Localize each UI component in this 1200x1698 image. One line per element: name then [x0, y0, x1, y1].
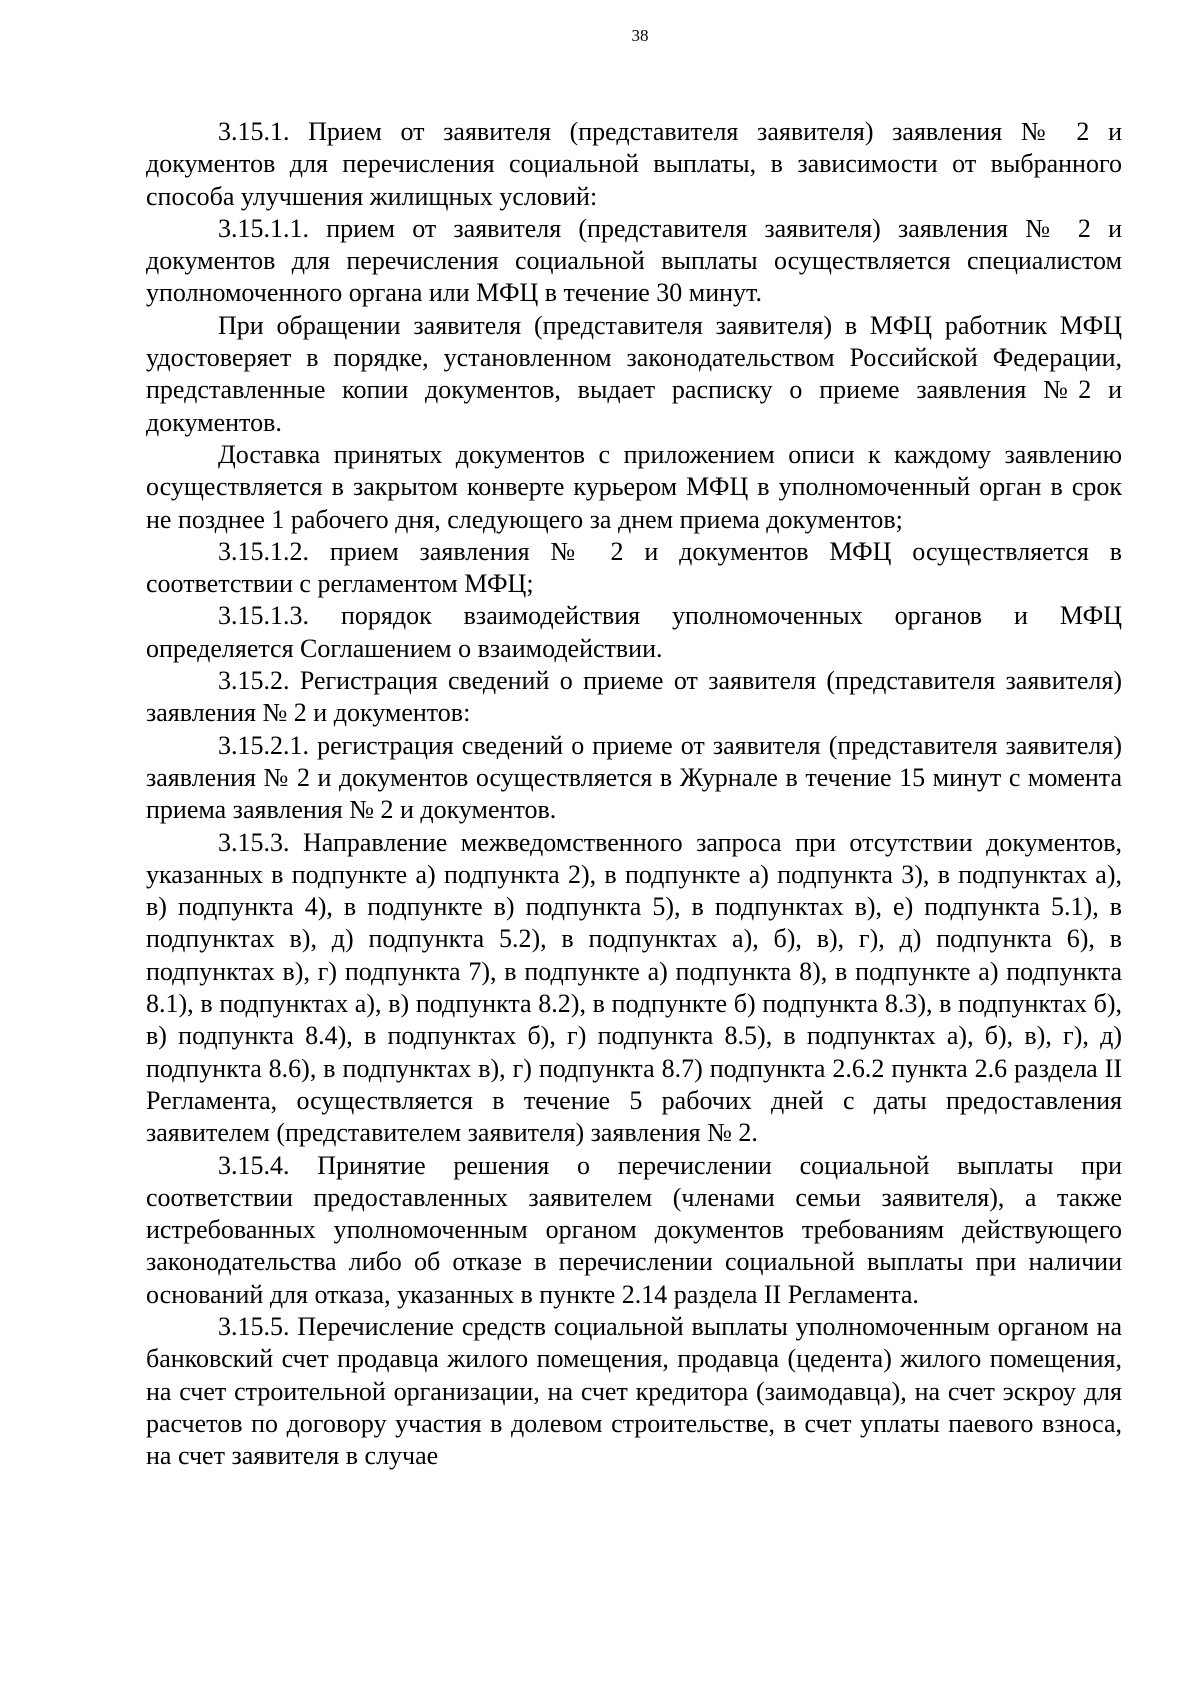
paragraph-3-15-4: 3.15.4. Принятие решения о перечислении социальной выплаты при соответствии предоставленных заявителем (членами семьи заявителя), а также истребованных уполномоченным органом документов требованиям действующего законодательства либо об отказе в перечислении социальной выплаты при наличии оснований для отказа, указанных в пункте 2.14 раздела II Регламента. [146, 1150, 1122, 1309]
paragraph-3-15-1-3: 3.15.1.3. порядок взаимодействия уполномоченных органов и МФЦ определяется Соглашением о взаимодействии. [146, 601, 1122, 663]
paragraph-document-delivery: Доставка принятых документов с приложением описи к каждому заявлению осуществляется в закрытом конверте курьером МФЦ в уполномоченный орган в срок не позднее 1 рабочего дня, следующего за днем приема документов; [146, 439, 1122, 534]
paragraph-3-15-2: 3.15.2. Регистрация сведений о приеме от заявителя (представителя заявителя) заявления № 2 и документов: [146, 666, 1122, 728]
paragraph-3-15-1-2: 3.15.1.2. прием заявления № 2 и документов МФЦ осуществляется в соответствии с регламентом МФЦ; [146, 536, 1122, 599]
paragraph-mfc-certification: При обращении заявителя (представителя заявителя) в МФЦ работник МФЦ удостоверяет в порядке, установленном законодательством Российской Федерации, представленные копии документов, выдает расписку о приеме заявления №2 и документов. [146, 310, 1122, 437]
paragraph-3-15-2-1: 3.15.2.1. регистрация сведений о приеме от заявителя (представителя заявителя) заявления № 2 и документов осуществляется в Журнале в течение 15 минут с момента приема заявления № 2 и документов. [146, 730, 1122, 825]
document-body [146, 116, 1122, 1472]
paragraph-3-15-3: 3.15.3. Направление межведомственного запроса при отсутствии документов, указанных в подпункте а) подпункта 2), в подпункте а) подпункта 3), в подпунктах а), в) подпункта 4), в подпункте в) подпункта 5), в подпунктах в), е) подпункта 5.1), в подпунктах в), д) подпункта 5.2), в подпунктах а), б), в), г), д) подпункта 6), в подпунктах в), г) подпункта 7), в подпункте а) подпункта 8), в подпункте а) подпункта 8.1), в подпунктах а), в) подпункта 8.2), в подпункте б) подпункта 8.3), в подпунктах б), в) подпункта 8.4), в подпунктах б), г) подпункта 8.5), в подпунктах а), б), в), г), д) подпункта 8.6), в подпунктах в), г) подпункта 8.7) подпункта 2.6.2 пункта 2.6 раздела II Регламента, осуществляется в течение 5 рабочих дней с даты предоставления заявителем (представителем заявителя) заявления № 2. [146, 827, 1122, 1148]
paragraph-3-15-5: 3.15.5. Перечисление средств социальной выплаты уполномоченным органом на банковский счет продавца жилого помещения, продавца (цедента) жилого помещения, на счет строительной организации, на счет кредитора (заимодавца), на счет эскроу для расчетов по договору участия в долевом строительстве, в счет уплаты паевого взноса, на счет заявителя в случае [146, 1311, 1122, 1471]
paragraph-3-15-1: 3.15.1. Прием от заявителя (представителя заявителя) заявления № 2 и документов для перечисления социальной выплаты, в зависимости от выбранного способа улучшения жилищных условий: [146, 117, 1122, 211]
paragraph-3-15-1-1: 3.15.1.1. прием от заявителя (представителя заявителя) заявления № 2 и документов для перечисления социальной выплаты осуществляется специалистом уполномоченного органа или МФЦ в течение 30 минут. [146, 213, 1122, 308]
page-number: 38 [631, 26, 649, 45]
